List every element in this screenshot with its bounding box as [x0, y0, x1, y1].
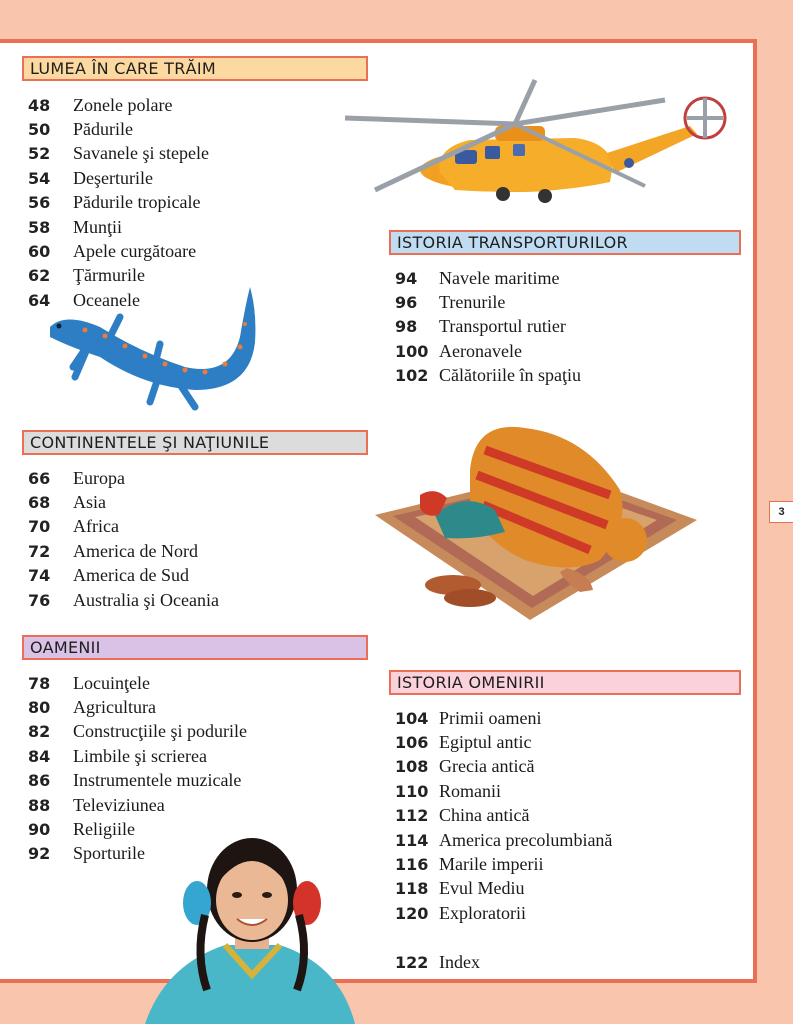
toc-entry[interactable] [28, 215, 209, 239]
section-header-lumea: LUMEA ÎN CARE TRĂIM [22, 56, 368, 81]
toc-page-number: 76 [28, 590, 51, 610]
toc-page-number: 114 [395, 830, 429, 850]
toc-title: Europa [73, 467, 125, 488]
toc-page-number: 88 [28, 795, 51, 815]
toc-page-number: 106 [395, 733, 429, 753]
toc-list-istorie [395, 706, 612, 926]
toc-entry[interactable] [28, 142, 209, 166]
praying-man-illustration [375, 420, 705, 620]
toc-entry[interactable] [395, 828, 612, 852]
toc-page-number: 80 [28, 698, 51, 718]
toc-entry[interactable] [28, 564, 219, 588]
toc-page-number: 62 [28, 266, 51, 286]
page-number: 3 [769, 501, 793, 523]
toc-title: Televiziunea [73, 794, 165, 815]
toc-list-continente [28, 466, 219, 612]
toc-title: Religiile [73, 819, 135, 840]
toc-list-lumea [28, 93, 209, 313]
toc-entry[interactable] [395, 290, 581, 314]
toc-title: Oceanele [73, 289, 140, 310]
toc-title: Australia şi Oceania [73, 589, 219, 610]
toc-title: Index [439, 951, 480, 972]
toc-entry[interactable] [28, 720, 247, 744]
toc-page-number: 68 [28, 493, 51, 513]
toc-title: Ţărmurile [73, 265, 145, 286]
toc-list-transport [395, 266, 581, 388]
toc-title: Exploratorii [439, 902, 526, 923]
toc-entry[interactable] [395, 901, 612, 925]
toc-entry[interactable] [28, 117, 209, 141]
toc-title: Instrumentele muzicale [73, 770, 242, 791]
toc-entry[interactable] [28, 769, 247, 793]
toc-page-number: 102 [395, 366, 429, 386]
toc-page-number: 86 [28, 771, 51, 791]
toc-entry[interactable] [28, 515, 219, 539]
toc-title: Munţii [73, 216, 123, 237]
toc-title: Primii oameni [439, 707, 542, 728]
toc-title: Savanele şi stepele [73, 143, 209, 164]
toc-page-number: 82 [28, 722, 51, 742]
toc-title: Sporturile [73, 843, 145, 864]
toc-title: Limbile şi scrierea [73, 745, 207, 766]
toc-page-number: 110 [395, 781, 429, 801]
toc-title: Marile imperii [439, 854, 544, 875]
toc-entry[interactable] [28, 539, 219, 563]
toc-entry-index[interactable] [395, 950, 480, 974]
toc-entry[interactable] [395, 755, 612, 779]
toc-title: Asia [73, 492, 106, 513]
toc-title: Pădurile [73, 119, 133, 140]
toc-entry[interactable] [28, 166, 209, 190]
toc-title: Apele curgătoare [73, 241, 197, 262]
helicopter-illustration [345, 78, 730, 213]
toc-title: Locuinţele [73, 672, 150, 693]
toc-title: Grecia antică [439, 756, 535, 777]
toc-page-number: 84 [28, 746, 51, 766]
section-header-oamenii: OAMENII [22, 635, 368, 660]
toc-entry[interactable] [28, 93, 209, 117]
toc-entry[interactable] [395, 339, 581, 363]
toc-page-number: 78 [28, 673, 51, 693]
toc-title: Africa [73, 516, 119, 537]
toc-entry[interactable] [395, 266, 581, 290]
toc-entry[interactable] [395, 730, 612, 754]
toc-page-number: 98 [395, 317, 418, 337]
toc-entry[interactable] [28, 191, 209, 215]
toc-entry[interactable] [28, 588, 219, 612]
toc-title: America precolumbiană [439, 829, 613, 850]
toc-page-number: 100 [395, 341, 429, 361]
toc-page-number: 66 [28, 468, 51, 488]
toc-title: Trenurile [439, 292, 506, 313]
toc-title: China antică [439, 805, 530, 826]
section-header-transport: ISTORIA TRANSPORTURILOR [389, 230, 741, 255]
toc-entry[interactable] [28, 490, 219, 514]
toc-page-number: 72 [28, 541, 51, 561]
toc-title: America de Nord [73, 540, 198, 561]
toc-page-number: 60 [28, 242, 51, 262]
toc-page-number: 112 [395, 806, 429, 826]
toc-entry[interactable] [395, 852, 612, 876]
girl-illustration [145, 815, 360, 1024]
toc-title: Aeronavele [439, 340, 522, 361]
toc-title: Construcţiile şi podurile [73, 721, 247, 742]
toc-entry[interactable] [395, 779, 612, 803]
toc-page-number: 56 [28, 193, 51, 213]
toc-entry[interactable] [395, 364, 581, 388]
toc-entry[interactable] [28, 695, 247, 719]
toc-entry[interactable] [395, 315, 581, 339]
toc-page-number: 74 [28, 566, 51, 586]
toc-page-number: 58 [28, 217, 51, 237]
toc-title: Zonele polare [73, 94, 173, 115]
section-header-istorie: ISTORIA OMENIRII [389, 670, 741, 695]
toc-page-number: 48 [28, 95, 51, 115]
toc-title: Deşerturile [73, 167, 153, 188]
toc-title: Egiptul antic [439, 732, 532, 753]
toc-title: Pădurile tropicale [73, 192, 201, 213]
toc-entry[interactable] [28, 744, 247, 768]
toc-title: Călătoriile în spaţiu [439, 365, 581, 386]
toc-entry[interactable] [395, 877, 612, 901]
toc-entry[interactable] [395, 706, 612, 730]
toc-title: Transportul rutier [439, 316, 566, 337]
toc-page-number: 52 [28, 144, 51, 164]
toc-page-number: 54 [28, 168, 51, 188]
toc-page-number: 92 [28, 844, 51, 864]
toc-page-number: 64 [28, 290, 51, 310]
toc-list-index [395, 950, 480, 974]
toc-page-number: 122 [395, 952, 429, 972]
toc-page-number: 90 [28, 820, 51, 840]
toc-title: Evul Mediu [439, 878, 525, 899]
toc-page-number: 50 [28, 120, 51, 140]
toc-page-number: 104 [395, 708, 429, 728]
toc-entry[interactable] [395, 804, 612, 828]
toc-entry[interactable] [28, 466, 219, 490]
section-header-continente: CONTINENTELE ŞI NAŢIUNILE [22, 430, 368, 455]
toc-entry[interactable] [28, 793, 247, 817]
toc-page-number: 96 [395, 293, 418, 313]
toc-title: America de Sud [73, 565, 189, 586]
toc-title: Agricultura [73, 697, 156, 718]
toc-page-number: 116 [395, 855, 429, 875]
toc-entry[interactable] [28, 239, 209, 263]
toc-page-number: 120 [395, 903, 429, 923]
toc-title: Navele maritime [439, 267, 560, 288]
toc-entry[interactable] [28, 671, 247, 695]
toc-page-number: 118 [395, 879, 429, 899]
toc-page-number: 108 [395, 757, 429, 777]
toc-title: Romanii [439, 780, 501, 801]
toc-page-number: 70 [28, 517, 51, 537]
salamander-illustration [45, 282, 260, 422]
toc-page-number: 94 [395, 268, 418, 288]
